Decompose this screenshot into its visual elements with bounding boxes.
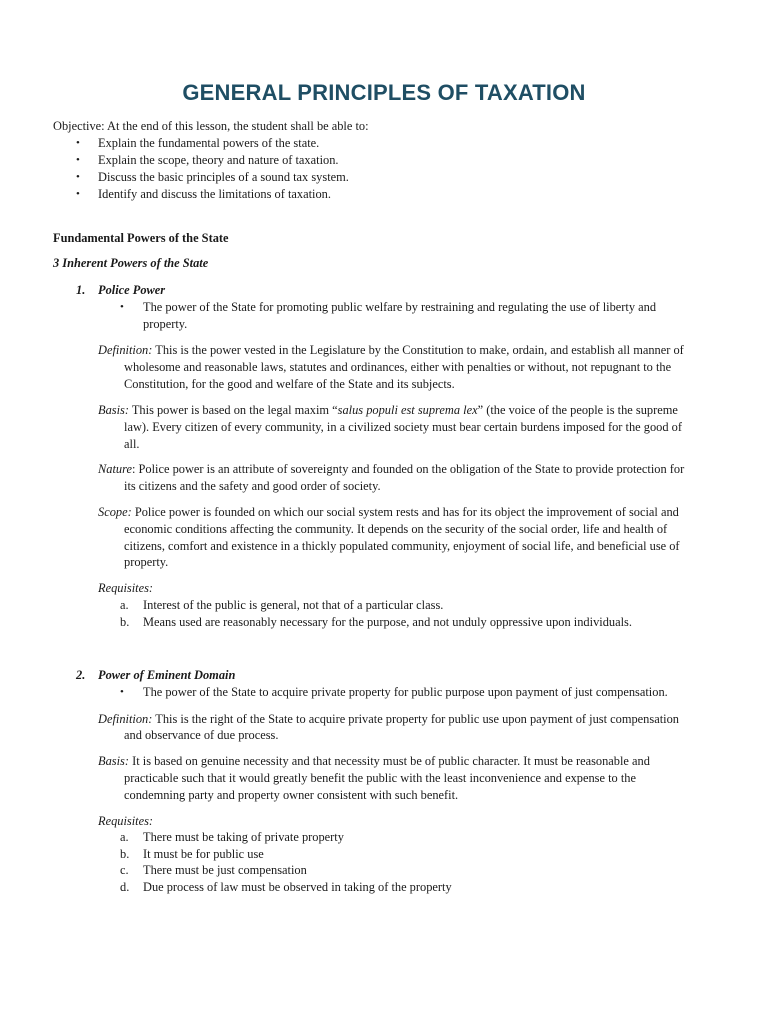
- bullet-icon: •: [120, 301, 124, 313]
- police-nature-line: Nature: Police power is an attribute of sovereignty and founded on the obligation of the State to provide protection for: [98, 462, 685, 476]
- police-scope-line: property.: [124, 555, 169, 569]
- subsection-heading: 3 Inherent Powers of the State: [53, 256, 209, 270]
- police-bullet-line: property.: [143, 317, 188, 331]
- objective-item: Discuss the basic principles of a sound tax system.: [98, 170, 349, 184]
- definition-label: Definition:: [98, 343, 153, 357]
- list-marker: d.: [120, 880, 130, 894]
- police-basis-line: Basis: This power is based on the legal maxim “salus populi est suprema lex” (the voice of the people is the supreme: [98, 403, 678, 417]
- police-scope-line: Scope: Police power is founded on which our social system rests and has for its object the improvement of social and: [98, 505, 679, 519]
- police-definition-line: wholesome and reasonable laws, statutes and ordinances, either with penalties or without, not repugnant to the: [124, 360, 672, 374]
- requisite-item: Interest of the public is general, not that of a particular class.: [143, 598, 444, 612]
- definition-label: Definition:: [98, 712, 153, 726]
- police-scope-line: economic conditions affecting the community. It depends on the security of the social order, life and health of: [124, 522, 668, 536]
- police-nature-line: its citizens and the safety and good order of society.: [124, 479, 381, 493]
- section-heading: Fundamental Powers of the State: [53, 231, 229, 245]
- eminent-bullet-line: The power of the State to acquire private property for public purpose upon payment of just compensation.: [143, 685, 668, 699]
- objective-item: Explain the fundamental powers of the state.: [98, 136, 320, 150]
- requisite-item: There must be just compensation: [143, 863, 307, 877]
- requisite-item: Means used are reasonably necessary for the purpose, and not unduly oppressive upon individuals.: [143, 615, 632, 629]
- police-bullet-line: The power of the State for promoting public welfare by restraining and regulating the use of liberty and: [143, 300, 657, 314]
- eminent-basis-line: Basis: It is based on genuine necessity and that necessity must be of public character. It must be reasonable and: [98, 754, 650, 768]
- scope-label: Scope:: [98, 505, 132, 519]
- eminent-definition-line: Definition: This is the right of the State to acquire private property for public use upon payment of just compensation: [98, 712, 679, 726]
- page-title: GENERAL PRINCIPLES OF TAXATION: [182, 80, 586, 105]
- list-marker: a.: [120, 830, 129, 844]
- police-basis-line: law). Every citizen of every community, in a civilized society must bear certain burdens imposed for the good of: [124, 420, 682, 434]
- basis-label: Basis:: [98, 754, 129, 768]
- objective-item: Identify and discuss the limitations of taxation.: [98, 187, 331, 201]
- bullet-icon: •: [120, 686, 124, 698]
- police-scope-line: citizens, comfort and existence in a thickly populated community, enjoyment of social life, and beneficial use of: [124, 539, 680, 553]
- bullet-icon: •: [76, 171, 80, 183]
- requisite-item: It must be for public use: [143, 847, 264, 861]
- bullet-icon: •: [76, 188, 80, 200]
- eminent-definition-line: and observance of due process.: [124, 728, 279, 742]
- objective-intro: Objective: At the end of this lesson, the student shall be able to:: [53, 119, 369, 133]
- list-marker: a.: [120, 598, 129, 612]
- bullet-icon: •: [76, 137, 80, 149]
- police-definition-line: Definition: This is the power vested in the Legislature by the Constitution to make, ordain, and establish all manner of: [98, 343, 684, 357]
- requisite-item: There must be taking of private property: [143, 830, 344, 844]
- eminent-domain-heading: Power of Eminent Domain: [98, 668, 236, 682]
- list-marker: b.: [120, 615, 130, 629]
- requisites-label: Requisites:: [98, 581, 154, 595]
- objective-item: Explain the scope, theory and nature of taxation.: [98, 153, 339, 167]
- latin-maxim: salus populi est suprema lex: [337, 403, 478, 417]
- requisites-label: Requisites:: [98, 814, 154, 828]
- police-definition-line: Constitution, for the good and welfare of the State and its subjects.: [124, 377, 455, 391]
- list-number: 1.: [76, 283, 86, 297]
- nature-label: Nature: [98, 462, 132, 476]
- bullet-icon: •: [76, 154, 80, 166]
- basis-label: Basis:: [98, 403, 129, 417]
- police-basis-line: all.: [124, 437, 140, 451]
- police-power-heading: Police Power: [98, 283, 166, 297]
- requisite-item: Due process of law must be observed in taking of the property: [143, 880, 452, 894]
- list-number: 2.: [76, 668, 86, 682]
- list-marker: b.: [120, 847, 130, 861]
- eminent-basis-line: condemning party and property owner consistent with such benefit.: [124, 788, 459, 802]
- eminent-basis-line: practicable such that it would greatly benefit the public with the least inconvenience and expense to the: [124, 771, 636, 785]
- list-marker: c.: [120, 863, 129, 877]
